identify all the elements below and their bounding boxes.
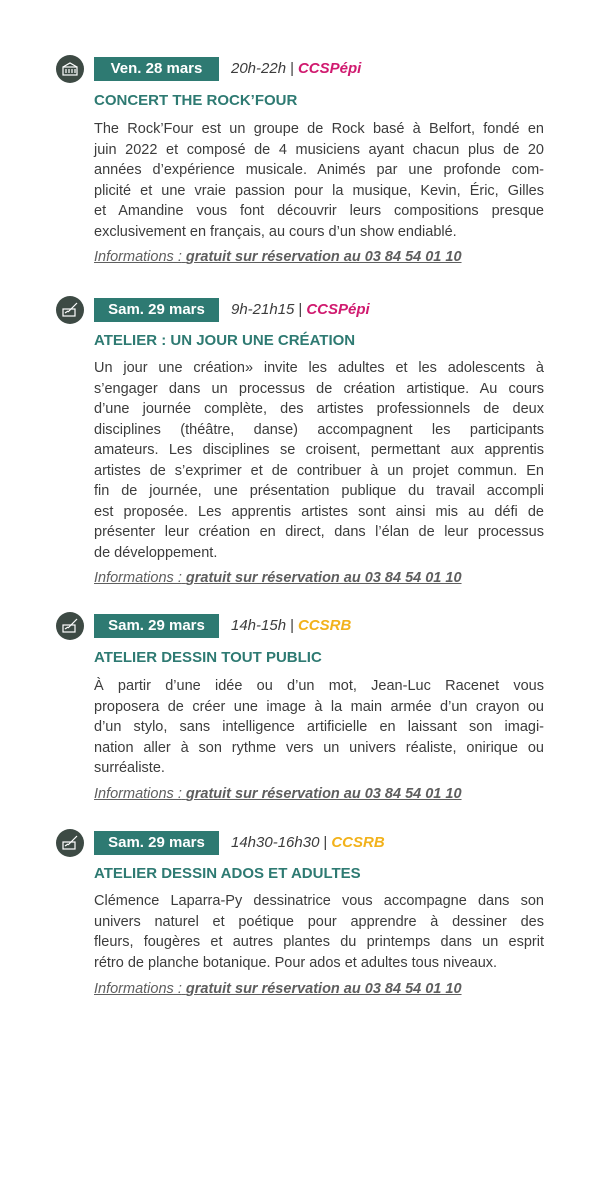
event-title: CONCERT THE ROCK’FOUR [94,92,298,109]
event-description [94,891,544,973]
palette-icon [56,296,84,324]
description-line: fin de journée, une présentation publique du travail accompli [94,483,544,499]
event-title: ATELIER : UN JOUR UNE CRÉATION [94,332,356,349]
description-line: Clémence Laparra-Py dessinatrice vous accompagne dans son [94,893,544,909]
event-description [94,358,544,563]
info-value: gratuit sur réservation au 03 84 54 01 10 [185,249,462,265]
description-line: amateurs. Les disciplines se croisent, permettant aux apprentis [94,442,544,458]
event-venue: CCSRB [331,834,385,851]
description-line: proposera de créer une image à la main armée d’un crayon ou [94,698,544,715]
description-line: plicité et une vraie passion pour la musique, Kevin, Éric, Gilles [94,182,544,199]
description-line: rétro de planche botanique. Pour ados et adultes tous niveaux. [94,954,498,971]
description-line: À partir d’une idée ou d’un mot, Jean-Luc Racenet vous [94,678,544,694]
info-value: gratuit sur réservation au 03 84 54 01 10 [185,570,462,586]
info-label: Informations : [94,786,182,802]
event-time: 9h-21h15 [231,301,295,318]
info-link[interactable] [94,981,462,997]
info-label: Informations : [94,249,182,265]
description-line: juin 2022 et composé de 4 musiciens ayant chacun plus de 20 [94,141,544,158]
info-value: gratuit sur réservation au 03 84 54 01 10 [185,981,462,997]
description-line: d’une journée complète, des artistes professionnels de deux [94,401,544,417]
palette-icon [56,829,84,857]
event-venue: CCSPépi [306,301,370,318]
description-line: artistes de s’exprimer et de contribuer à un projet commun. En [94,462,544,479]
time-venue: 14h-15h | CCSRB [231,617,352,634]
info-label: Informations : [94,570,182,586]
event-time: 14h30-16h30 [231,834,320,851]
date-badge: Sam. 29 mars [94,614,219,638]
time-venue: 14h30-16h30 | CCSRB [231,834,385,851]
info-link[interactable] [94,570,462,586]
description-line: exclusivement en français, au cours d’un show endiablé. [94,223,457,240]
description-line: Un jour une création» invite les adultes et les adolescents à [94,360,544,376]
description-line: et Amandine vous font découvrir leurs compositions presque [94,203,544,219]
date-badge: Sam. 29 mars [94,831,219,855]
time-venue: 9h-21h15 | CCSPépi [231,301,370,318]
date-badge: Sam. 29 mars [94,298,219,322]
description-line: s’engager dans un processus de création artistique. Au cours [94,380,544,397]
description-line: univers naturel et poétique pour apprendre à dessiner des [94,913,544,930]
event-time: 14h-15h [231,617,287,634]
time-venue: 20h-22h | CCSPépi [231,60,362,77]
description-line: d’un stylo, sans intelligence artificielle en laissant son imagi- [94,719,544,735]
info-value: gratuit sur réservation au 03 84 54 01 10 [185,786,462,802]
info-link[interactable] [94,249,462,265]
event-description [94,119,544,242]
building-icon [56,55,84,83]
description-line: présenter leur création en direct, dans l’élan de leur processus [94,524,544,540]
event-title: ATELIER DESSIN TOUT PUBLIC [94,649,322,666]
palette-icon [56,612,84,640]
event-time: 20h-22h [231,60,287,77]
event-title: ATELIER DESSIN ADOS ET ADULTES [94,865,361,882]
description-line: fleurs, fougères et autres plantes du printemps dans un esprit [94,934,544,950]
event-description [94,676,544,779]
description-line: The Rock’Four est un groupe de Rock basé à Belfort, fondé en [94,121,544,137]
description-line: de développement. [94,544,218,561]
info-link[interactable] [94,786,462,802]
info-label: Informations : [94,981,182,997]
description-line: surréaliste. [94,760,165,776]
description-line: années d’expérience musicale. Animés par une profonde com- [94,162,544,178]
description-line: est proposée. Les apprentis artistes sont ainsi mis au défi de [94,503,544,520]
event-venue: CCSPépi [297,60,362,77]
description-line: disciplines (théâtre, danse) accompagnent les participants [94,421,544,438]
description-line: nation aller à son rythme vers un univers réaliste, onirique ou [94,739,544,756]
event-venue: CCSRB [297,617,352,634]
date-badge: Ven. 28 mars [94,57,219,81]
